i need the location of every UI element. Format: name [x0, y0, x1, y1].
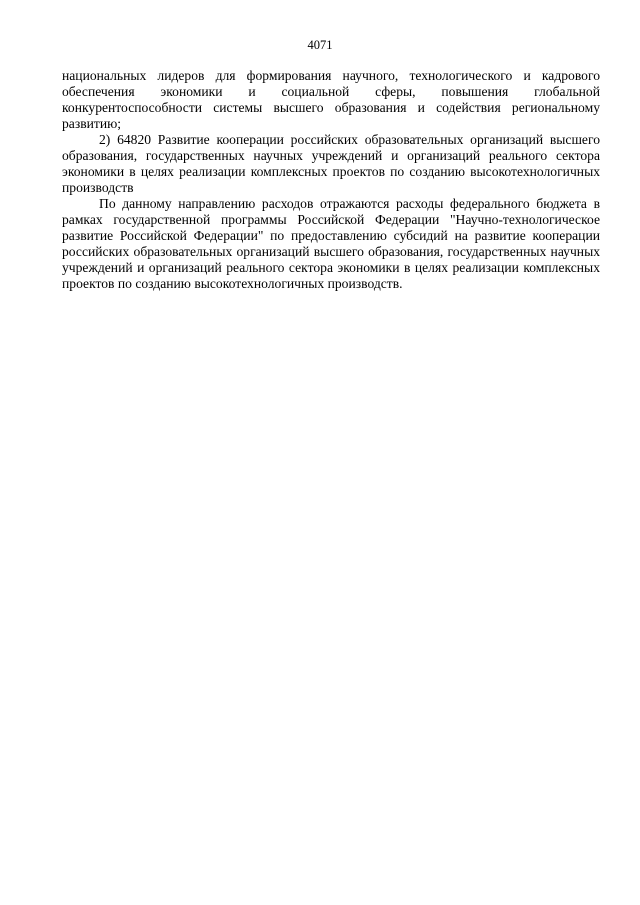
document-body [62, 68, 600, 292]
paragraph-item-64820: 2) 64820 Развитие кооперации российских образовательных организаций высшего образования, государственных научных учреждений и организаций реального сектора экономики в целях реализации комплексных проектов по созданию высокотехнологичных производств [62, 132, 600, 195]
page-number: 4071 [307, 38, 333, 52]
paragraph-continuation: национальных лидеров для формирования научного, технологического и кадрового обеспечения экономики и социальной сферы, повышения глобальной конкурентоспособности системы высшего образования и содействия региональному развитию; [62, 68, 600, 131]
paragraph-expense-description: По данному направлению расходов отражаются расходы федерального бюджета в рамках государственной программы Российской Федерации "Научно-технологическое развитие Российской Федерации" по предоставлению субсидий на развитие кооперации российских образовательных организаций высшего образования, государственных научных учреждений и организаций реального сектора экономики в целях реализации комплексных проектов по созданию высокотехнологичных производств. [62, 196, 600, 291]
